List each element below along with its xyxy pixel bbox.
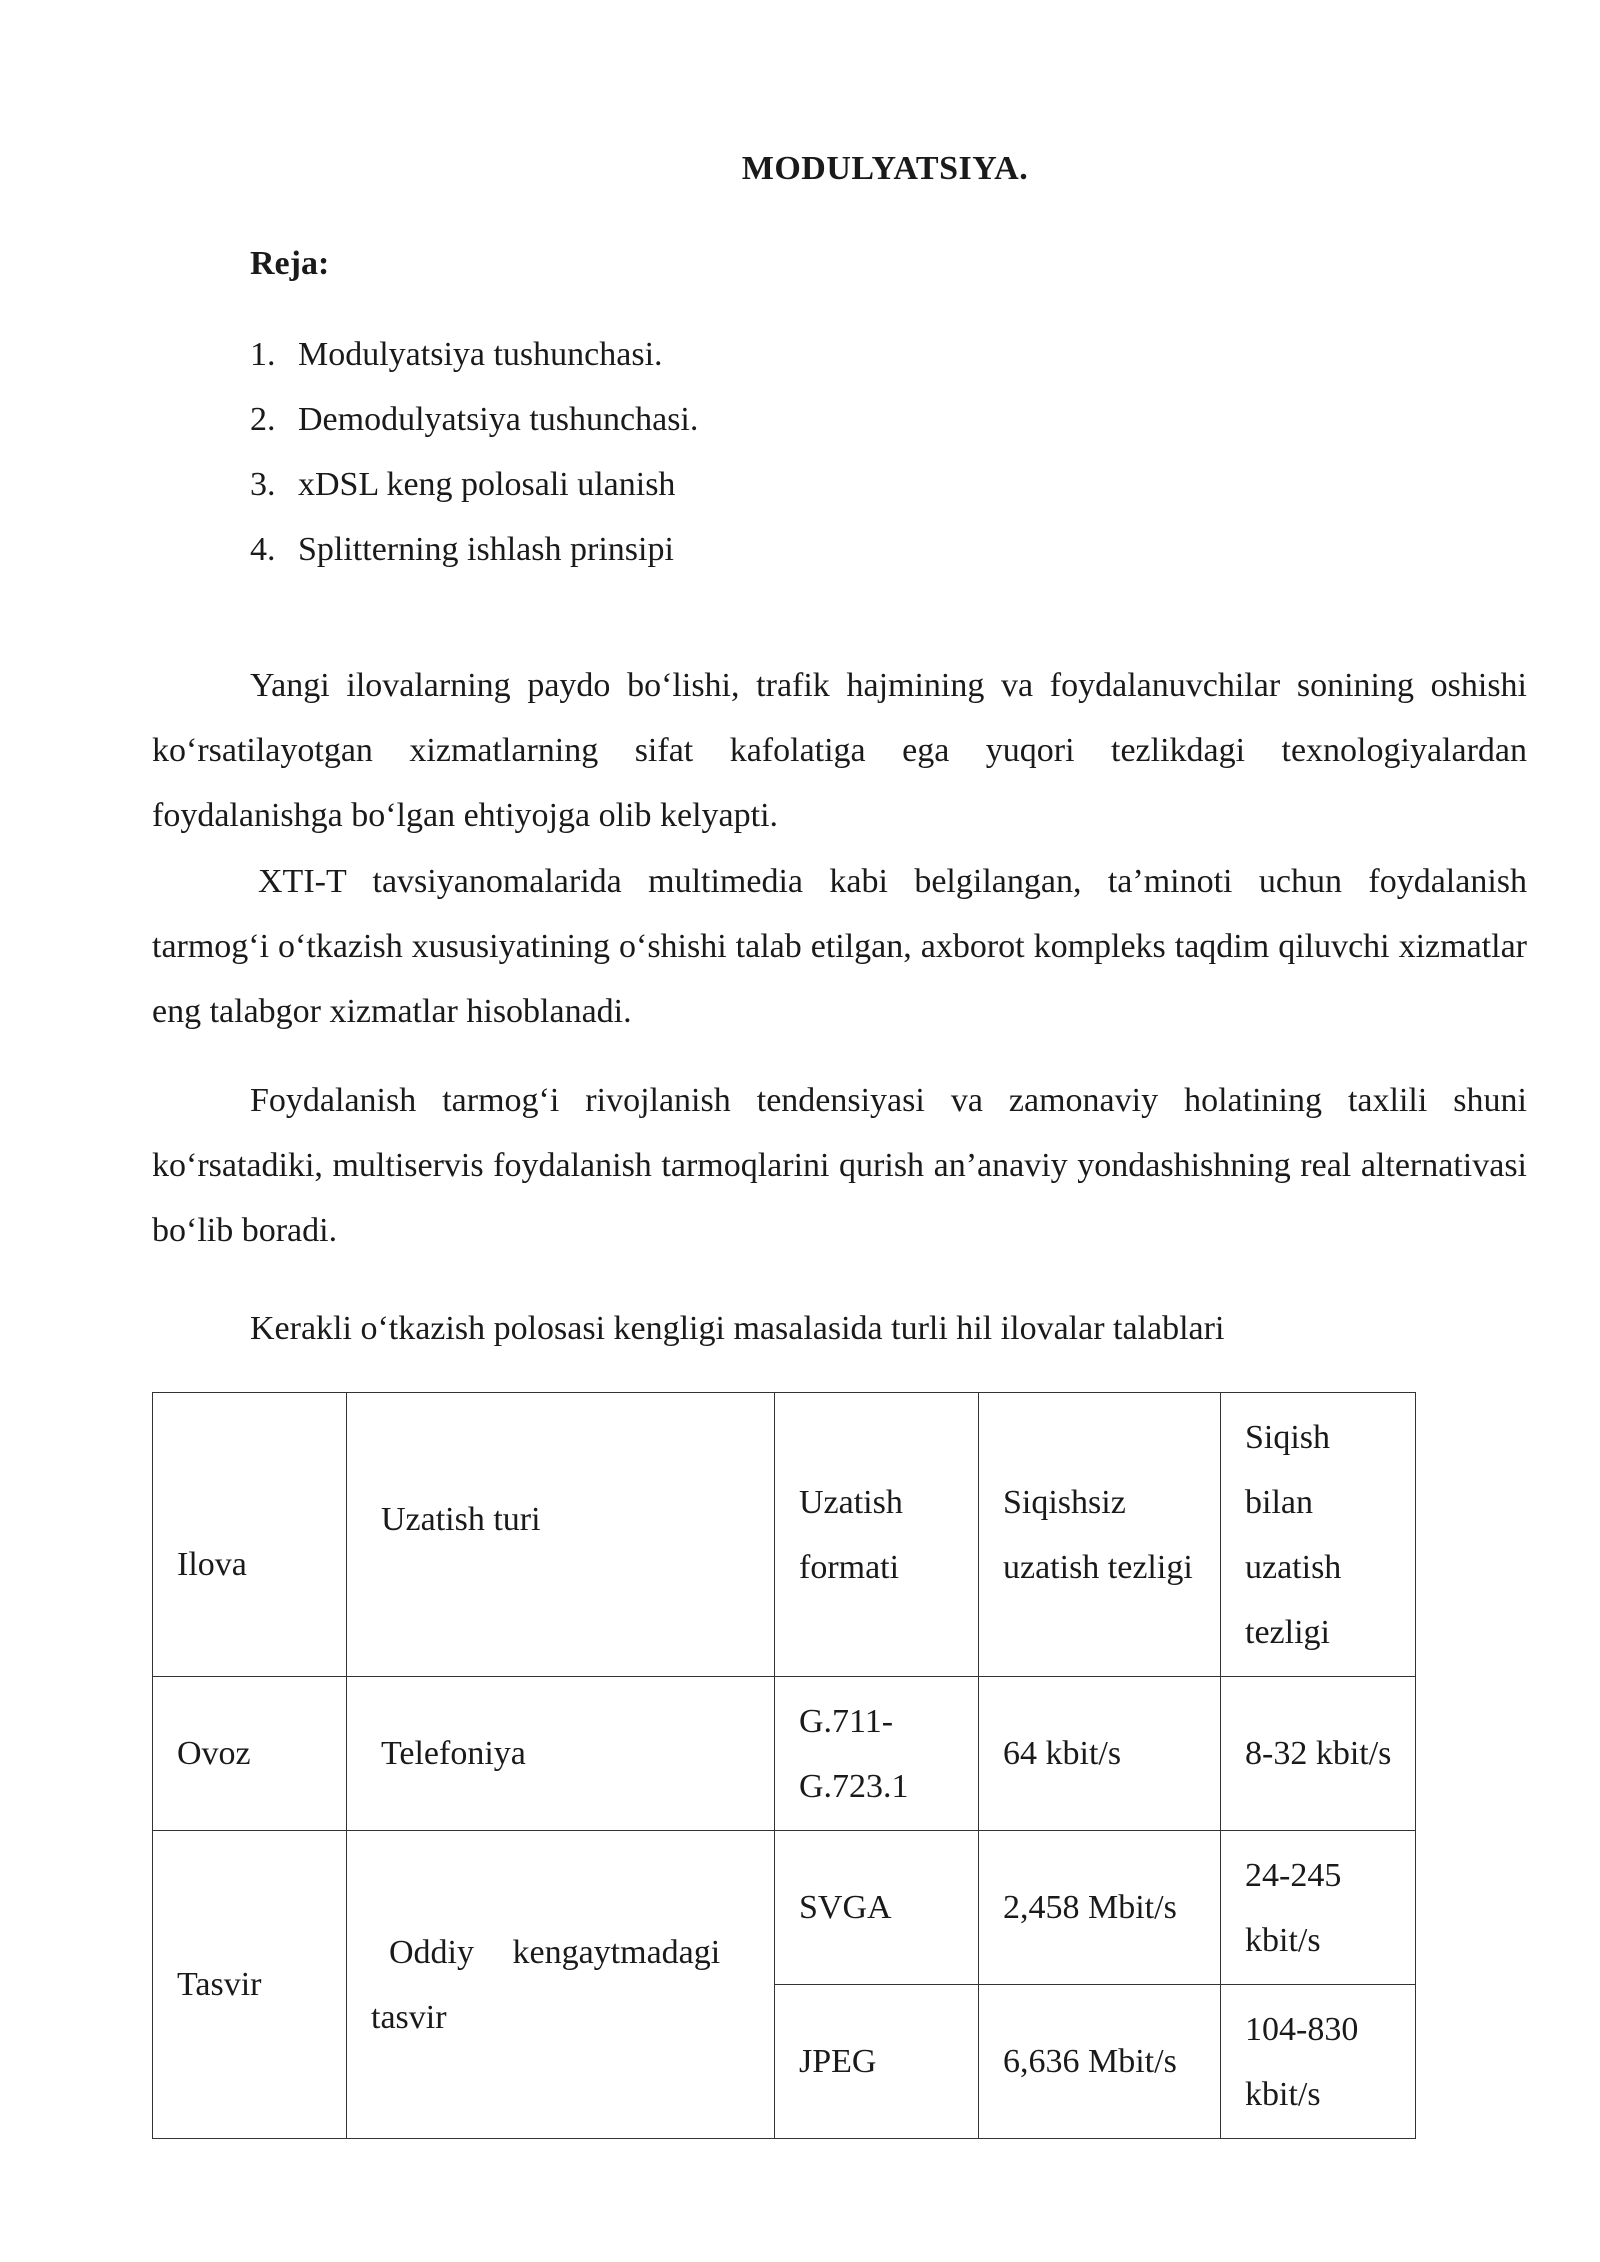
paragraph-1-text: Yangi ilovalarning paydo bo‘lishi, trafik hajmining va foydalanuvchilar sonining oshishi ko‘rsatilayotgan xizmatlarning sifat kafolatiga ega yuqori tezlikdagi texnologiyalardan foydalanishga bo‘lgan ehtiyojga olib kelyapti. <box>152 667 1527 834</box>
paragraph-3 <box>152 1068 1527 1263</box>
table-row <box>153 1677 1416 1831</box>
header-uzatish-formati: Uzatish formati <box>775 1393 979 1677</box>
cell-format: JPEG <box>775 1985 979 2139</box>
table-caption: Kerakli o‘tkazish polosasi kengligi masalasida turli hil ilovalar talablari <box>250 1310 1225 1347</box>
requirements-table <box>152 1392 1416 2139</box>
cell-uzatish-turi: Oddiy kengaytmadagi tasvir <box>347 1831 775 2139</box>
cell-ilova: Tasvir <box>153 1831 347 2139</box>
plan-item-number: 4. <box>250 531 276 568</box>
plan-item-number: 3. <box>250 466 276 503</box>
cell-ilova: Ovoz <box>153 1677 347 1831</box>
document-title: MODULYATSIYA. <box>741 150 1029 187</box>
plan-item <box>250 335 698 400</box>
plan-item-text: xDSL keng polosali ulanish <box>298 466 676 503</box>
paragraph-2 <box>152 849 1527 1044</box>
plan-item-text: Modulyatsiya tushunchasi. <box>298 336 663 373</box>
paragraph-2-text: XTI-T tavsiyanomalarida multimedia kabi belgilangan, ta’minoti uchun foydalanish tarmog‘i o‘tkazish xususiyatining o‘shishi talab etilgan, axborot kompleks taqdim qiluvchi xizmatlar eng talabgor xizmatlar hisoblanadi. <box>152 863 1527 1030</box>
table-header-row <box>153 1393 1416 1677</box>
plan-item <box>250 530 698 595</box>
plan-list <box>250 335 698 595</box>
cell-siqishsiz: 64 kbit/s <box>979 1677 1221 1831</box>
plan-item <box>250 465 698 530</box>
paragraph-3-text: Foydalanish tarmog‘i rivojlanish tendensiyasi va zamonaviy holatining taxlili shuni ko‘rsatadiki, multiservis foydalanish tarmoqlarini qurish an’anaviy yondashishning real alternativasi bo‘lib boradi. <box>152 1082 1527 1249</box>
plan-item-text: Splitterning ishlash prinsipi <box>298 531 674 568</box>
cell-siqish-bilan: 24-245 kbit/s <box>1221 1831 1416 1985</box>
cell-uzatish-turi: Telefoniya <box>347 1677 775 1831</box>
cell-siqishsiz: 6,636 Mbit/s <box>979 1985 1221 2139</box>
plan-item-number: 2. <box>250 401 276 438</box>
header-uzatish-turi: Uzatish turi <box>347 1393 775 1677</box>
cell-siqishsiz: 2,458 Mbit/s <box>979 1831 1221 1985</box>
header-ilova: Ilova <box>153 1393 347 1677</box>
plan-item-text: Demodulyatsiya tushunchasi. <box>298 401 699 438</box>
cell-siqish-bilan: 8-32 kbit/s <box>1221 1677 1416 1831</box>
plan-heading: Reja: <box>250 245 330 282</box>
header-siqish-bilan: Siqish bilan uzatish tezligi <box>1221 1393 1416 1677</box>
cell-siqish-bilan: 104-830 kbit/s <box>1221 1985 1416 2139</box>
header-siqishsiz: Siqishsiz uzatish tezligi <box>979 1393 1221 1677</box>
plan-item <box>250 400 698 465</box>
cell-format: G.711- G.723.1 <box>775 1677 979 1831</box>
paragraph-1 <box>152 653 1527 848</box>
cell-format: SVGA <box>775 1831 979 1985</box>
table-row <box>153 1831 1416 1985</box>
plan-item-number: 1. <box>250 336 276 373</box>
